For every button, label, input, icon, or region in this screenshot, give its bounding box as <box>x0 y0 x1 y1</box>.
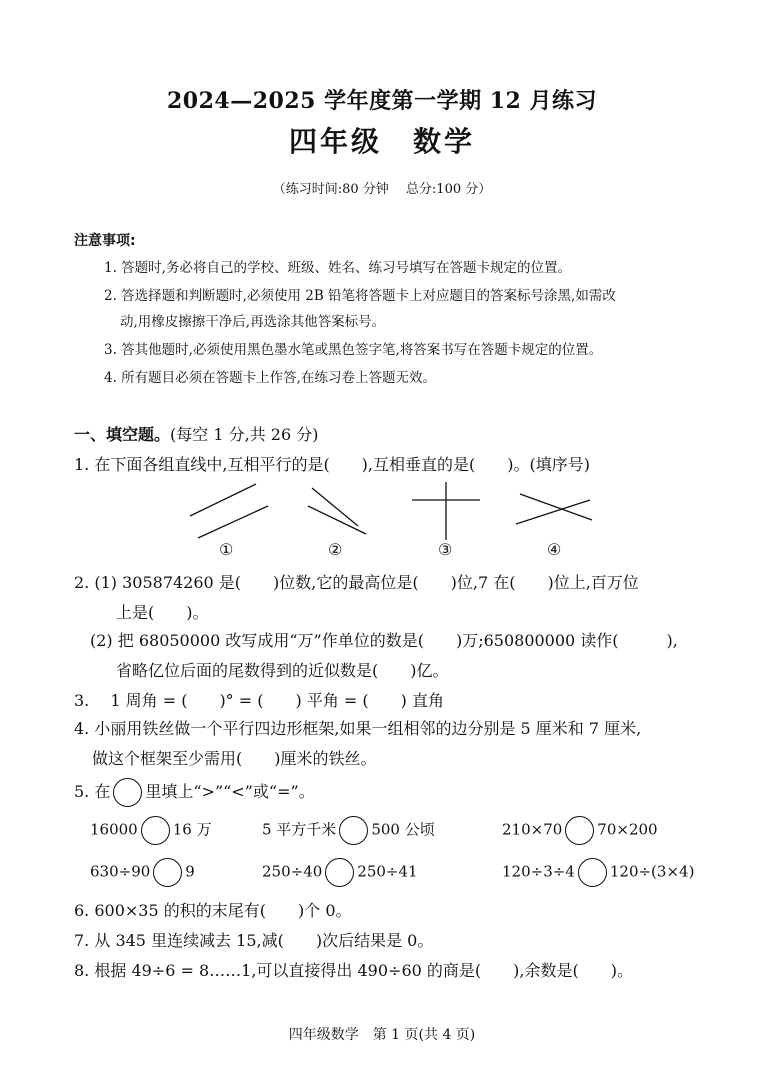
compare-circle[interactable] <box>578 858 607 887</box>
figure-label-1: ① <box>219 540 234 559</box>
figure-label-4: ④ <box>547 540 562 559</box>
question-4: 4. 小丽用铁丝做一个平行四边形框架,如果一组相邻的边分别是 5 厘米和 7 厘米, <box>74 719 642 738</box>
figure-3-perpendicular-lines <box>412 482 480 540</box>
question-3: 3. 1 周角 = ( )° = ( ) 平角 = ( ) 直角 <box>74 691 444 710</box>
compare-circle[interactable] <box>565 816 594 845</box>
question-5-prefix: 5. 在 <box>74 782 111 801</box>
exam-title: 2024—2025 学年度第一学期 12 月练习 <box>166 88 598 114</box>
notice-title: 注意事项: <box>74 233 136 249</box>
figure-2-intersecting-lines <box>308 488 366 534</box>
notice-item-2: 2. 答选择题和判断题时,必须使用 2B 铅笔将答题卡上对应题目的答案标号涂黑,如需改 <box>104 288 616 304</box>
compare-circle[interactable] <box>339 816 368 845</box>
section-heading <box>74 422 318 445</box>
line-figures <box>0 480 764 560</box>
exam-subtitle: 四年级 数学 <box>288 125 475 158</box>
compare-right: 70×200 <box>597 820 658 839</box>
page-footer: 四年级数学 第 1 页(共 4 页) <box>288 1027 476 1043</box>
compare-left: 630÷90 <box>90 862 151 881</box>
question-1: 1. 在下面各组直线中,互相平行的是( ),互相垂直的是( )。(填序号) <box>74 455 590 474</box>
compare-circle[interactable] <box>325 858 354 887</box>
section-title: 一、填空题。 <box>74 425 171 444</box>
figure-1-parallel-lines <box>190 484 268 538</box>
question-6: 6. 600×35 的积的末尾有( )个 0。 <box>74 901 352 920</box>
compare-item-5 <box>262 858 418 887</box>
compare-left: 120÷3÷4 <box>502 862 575 881</box>
compare-left: 5 平方千米 <box>262 820 337 839</box>
compare-right: 9 <box>185 862 195 881</box>
notice-item-3: 3. 答其他题时,必须使用黑色墨水笔或黑色签字笔,将答案书写在答题卡规定的位置。 <box>104 342 603 358</box>
question-2-2: (2) 把 68050000 改写成用“万”作单位的数是( )万;650800000 读作( ), <box>90 631 678 650</box>
compare-item-6 <box>502 858 694 887</box>
compare-left: 210×70 <box>502 820 563 839</box>
question-2-1-cont: 上是( )。 <box>116 603 209 622</box>
compare-right: 500 公顷 <box>371 820 435 839</box>
section-note: (每空 1 分,共 26 分) <box>170 425 319 444</box>
compare-right: 16 万 <box>172 820 212 839</box>
compare-right: 250÷41 <box>357 862 418 881</box>
notice-item-1: 1. 答题时,务必将自己的学校、班级、姓名、练习号填写在答题卡规定的位置。 <box>104 260 571 276</box>
compare-item-3 <box>502 816 658 845</box>
question-2-1: 2. (1) 305874260 是( )位数,它的最高位是( )位,7 在( )位上,百万位 <box>74 573 639 592</box>
question-4-cont: 做这个框架至少需用( )厘米的铁丝。 <box>92 749 377 768</box>
compare-circle[interactable] <box>141 816 170 845</box>
figure-4-crossing-lines <box>516 494 592 524</box>
notice-item-2-cont: 动,用橡皮擦擦干净后,再选涂其他答案标号。 <box>120 314 386 330</box>
notice-item-4: 4. 所有题目必须在答题卡上作答,在练习卷上答题无效。 <box>104 370 436 386</box>
question-5-suffix: 里填上“>”“<”或“=”。 <box>145 782 315 801</box>
compare-item-4 <box>90 858 195 887</box>
compare-item-1 <box>90 816 212 845</box>
answer-circle-sample <box>113 778 142 807</box>
question-2-2-cont: 省略亿位后面的尾数得到的近似数是( )亿。 <box>116 661 449 680</box>
figure-label-3: ③ <box>438 540 453 559</box>
time-info: （练习时间:80 分钟 总分:100 分） <box>272 182 492 197</box>
question-7: 7. 从 345 里连续减去 15,减( )次后结果是 0。 <box>74 931 434 950</box>
question-8: 8. 根据 49÷6 = 8……1,可以直接得出 490÷60 的商是( ),余数是( )。 <box>74 961 633 980</box>
compare-left: 250÷40 <box>262 862 323 881</box>
question-5 <box>74 778 315 807</box>
compare-item-2 <box>262 816 435 845</box>
compare-circle[interactable] <box>153 858 182 887</box>
compare-right: 120÷(3×4) <box>609 862 695 881</box>
compare-left: 16000 <box>90 820 138 839</box>
figure-label-2: ② <box>328 540 343 559</box>
